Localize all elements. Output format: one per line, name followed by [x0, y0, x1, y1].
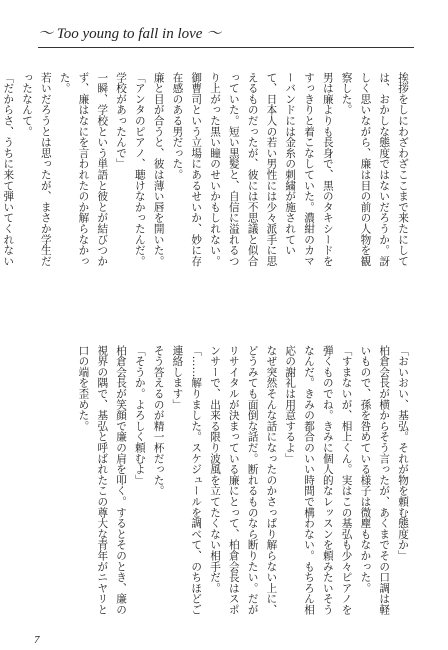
paragraph: 一瞬、学校という単語と彼とが結びつかず、廉はなにを言われたのか解らなかった。	[58, 72, 109, 267]
paragraph: 柏倉会長が笑顔で廉の肩を叩く。するとそのとき、廉の視界の隅で、基弘と呼ばれたこの尊大な青年がニヤリと口の端を歪めた。	[77, 345, 128, 615]
paragraph: 「……解りました。スケジュールを調べて、のちほどご連絡します」	[171, 345, 203, 615]
paragraph: 男は廉よりも長身で、黒のタキシードをすっきりと着こなしていた。濃紺のカマーバンドには金糸の刺繍が施されていて、日本人の若い男性には少々派手に思えるものだったが、彼には不思議と似合っていた。短い黒髪と、自信に溢れるつり上がった黒い瞳のせいかもしれない。御曹司という立場にあるせいか、妙に存在感のある男だった。	[171, 72, 334, 267]
page-number: 7	[34, 634, 40, 646]
paragraph: 廉と目が合うと、彼は薄い唇を開いた。	[152, 72, 165, 267]
paragraph: 若いだろうとは思ったが、まさか学生だったなんて。	[21, 72, 52, 267]
paragraph: 「だからさ、うちに来て弾いてくれない	[2, 72, 15, 267]
header-rule	[38, 47, 414, 48]
paragraph: なぜ突然そんな話になったのかさっぱり解らない上に、どうみても面倒な話だ。断れるものなら断りたい。だがリサイタルが決まっている廉にとって、柏倉会長はスポンサーで、出来る限り波風を立てたくない相手だ。	[209, 345, 278, 615]
paragraph: 「そうか。よろしく頼むよ」	[133, 345, 146, 486]
paragraph: 柏倉会長が横からそう言ったが、あくまでその口調は軽いもので、孫を咎めている様子は微塵もなかった。	[359, 345, 391, 615]
lower-text-column	[32, 345, 412, 620]
paragraph: そう答えるのが精一杯だった。	[152, 345, 165, 497]
paragraph: 「アンタのピアノ、聴けなかったんだ。学校があったんで」	[115, 72, 146, 267]
paragraph: 「すまないが、相上くん。実はこの基弘も少々ピアノを弾くものでね。きみに個人的なレッスンを頼みたいそうなんだ。きみの都合のいい時間で構わない。もちろん相応の謝礼は用意するよ」	[284, 345, 353, 615]
paragraph: 「おいおい、基弘。それが物を頼む態度か」	[397, 345, 409, 561]
paragraph: 挨拶をしにわざわざここまで来たにしては、おかしな態度ではないだろうか。訝しく思いながら、廉は目の前の人物を観察した。	[340, 72, 409, 267]
upper-text-column	[2, 72, 412, 277]
running-header-title: 〜 Too young to fall in love 〜	[38, 26, 222, 42]
